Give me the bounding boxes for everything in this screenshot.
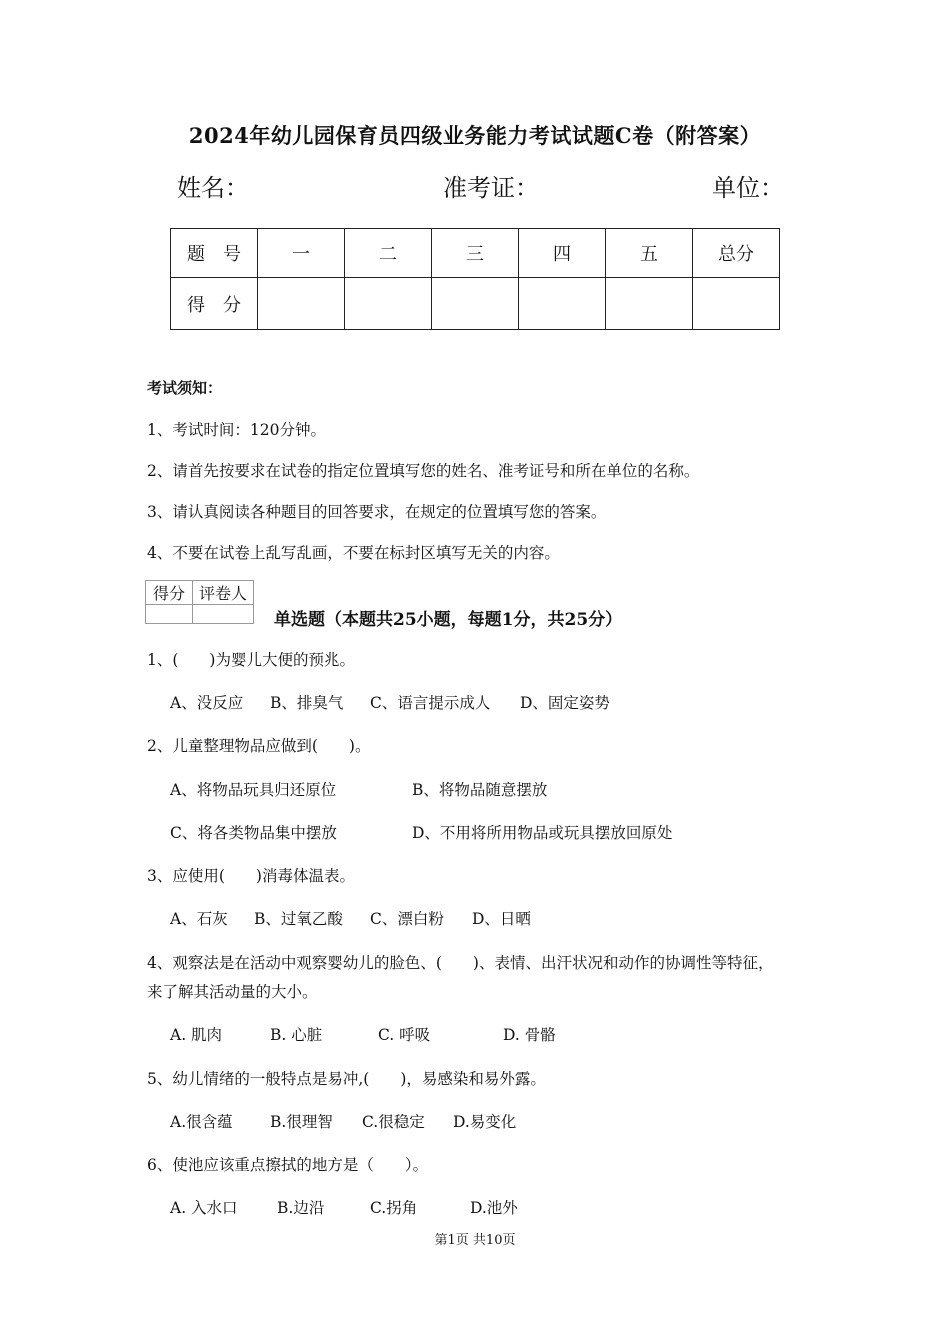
notice-item: 1、考试时间：120分钟。: [147, 421, 326, 439]
page-title: 2024年幼儿园保育员四级业务能力考试试题C卷（附答案）: [188, 123, 762, 148]
option-c: C、将各类物品集中摆放: [170, 824, 337, 842]
option-c: C.拐角: [370, 1199, 418, 1217]
option-a: A、石灰: [170, 910, 228, 928]
unit-field-label: 单位：: [712, 174, 784, 202]
score-header-cell: 总分: [693, 229, 780, 278]
score-cell[interactable]: [258, 278, 345, 330]
score-header-cell: 二: [345, 229, 432, 278]
name-field-label: 姓名：: [177, 174, 249, 202]
score-header-cell: 题 号: [171, 229, 258, 278]
notice-title: 考试须知：: [147, 379, 223, 397]
score-table-score-row: [171, 278, 780, 330]
score-cell[interactable]: [519, 278, 606, 330]
option-d: D.池外: [470, 1199, 518, 1217]
grader-reviewer-cell[interactable]: [193, 605, 254, 624]
score-table-header-row: [171, 229, 780, 278]
score-header-cell: 五: [606, 229, 693, 278]
score-cell[interactable]: [345, 278, 432, 330]
option-b: B、将物品随意摆放: [412, 781, 548, 799]
grader-reviewer-label: 评卷人: [193, 581, 254, 605]
question-text-continued: 来了解其活动量的大小。: [147, 983, 318, 1001]
score-cell[interactable]: [432, 278, 519, 330]
question-text: 1、( )为婴儿大便的预兆。: [147, 651, 355, 669]
option-a: A. 入水口: [170, 1199, 238, 1217]
option-d: D、固定姿势: [520, 694, 610, 712]
notice-item: 2、请首先按要求在试卷的指定位置填写您的姓名、准考证号和所在单位的名称。: [147, 462, 700, 480]
option-a: A、没反应: [170, 694, 244, 712]
page-footer: 第1页 共10页: [434, 1233, 516, 1248]
option-c: C、漂白粉: [370, 910, 444, 928]
option-b: B. 心脏: [270, 1026, 323, 1044]
option-b: B、过氧乙酸: [254, 910, 343, 928]
option-c: C.很稳定: [362, 1113, 425, 1131]
grader-score-label: 得分: [146, 581, 193, 605]
option-d: D、不用将所用物品或玩具摆放回原处: [412, 824, 673, 842]
grader-box: [145, 580, 254, 624]
option-a: A. 肌肉: [170, 1026, 223, 1044]
option-d: D、日晒: [472, 910, 531, 928]
question-text: 6、使池应该重点擦拭的地方是（ ）。: [147, 1156, 429, 1174]
question-text: 2、儿童整理物品应做到( )。: [147, 737, 371, 755]
score-cell[interactable]: [693, 278, 780, 330]
option-b: B.边沿: [277, 1199, 325, 1217]
score-header-cell: 三: [432, 229, 519, 278]
option-a: A、将物品玩具归还原位: [170, 781, 337, 799]
option-d: D. 骨骼: [503, 1026, 556, 1044]
section-title: 单选题（本题共25小题，每题1分，共25分）: [274, 610, 623, 630]
notice-item: 3、请认真阅读各种题目的回答要求，在规定的位置填写您的答案。: [147, 503, 607, 521]
score-table: [170, 228, 780, 330]
grader-score-cell[interactable]: [146, 605, 193, 624]
option-a: A.很含蕴: [170, 1113, 233, 1131]
score-header-cell: 一: [258, 229, 345, 278]
option-b: B.很理智: [270, 1113, 333, 1131]
notice-item: 4、不要在试卷上乱写乱画，不要在标封区填写无关的内容。: [147, 544, 560, 562]
question-text: 3、应使用( )消毒体温表。: [147, 867, 355, 885]
score-row-label: 得 分: [171, 278, 258, 330]
score-cell[interactable]: [606, 278, 693, 330]
question-text: 5、幼儿情绪的一般特点是易冲,( )，易感染和易外露。: [147, 1070, 546, 1088]
option-c: C. 呼吸: [378, 1026, 431, 1044]
exam-id-field-label: 准考证：: [443, 174, 539, 202]
option-b: B、排臭气: [270, 694, 344, 712]
score-header-cell: 四: [519, 229, 606, 278]
question-text: 4、观察法是在活动中观察婴幼儿的脸色、( )、表情、出汗状况和动作的协调性等特征，: [147, 954, 774, 972]
option-c: C、语言提示成人: [370, 694, 491, 712]
option-d: D.易变化: [453, 1113, 517, 1131]
